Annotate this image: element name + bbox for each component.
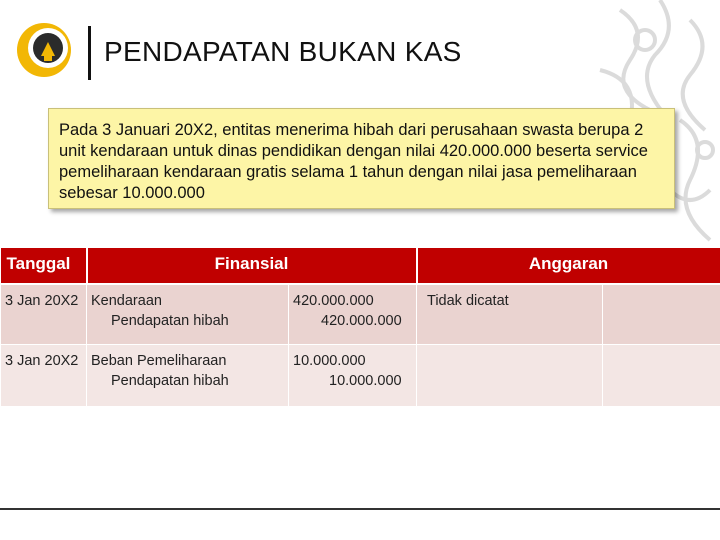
date-cell: 3 Jan 20X2 xyxy=(1,284,87,344)
date-cell: 3 Jan 20X2 xyxy=(1,344,87,406)
footer-divider xyxy=(0,508,720,510)
table-row xyxy=(1,284,720,344)
budget-amount-cell xyxy=(603,344,720,406)
debit-account: Beban Pemeliharaan xyxy=(91,352,227,369)
debit-amount: 10.000.000 xyxy=(293,352,366,369)
amount-cell xyxy=(289,284,417,344)
credit-account: Pendapatan hibah xyxy=(111,313,229,329)
table-header-row xyxy=(1,248,720,284)
journal-table xyxy=(0,248,720,407)
page-title: PENDAPATAN BUKAN KAS xyxy=(104,36,462,67)
table-row xyxy=(1,344,720,406)
account-cell xyxy=(87,344,289,406)
title-divider xyxy=(88,26,91,80)
budget-cell xyxy=(417,344,603,406)
account-cell xyxy=(87,284,289,344)
credit-account: Pendapatan hibah xyxy=(111,372,229,389)
debit-account: Kendaraan xyxy=(91,293,162,309)
university-logo-icon xyxy=(14,20,74,80)
header-finansial: Finansial xyxy=(87,248,417,284)
amount-cell xyxy=(289,344,417,406)
budget-cell: Tidak dicatat xyxy=(417,284,603,344)
credit-amount: 420.000.000 xyxy=(321,313,402,329)
header-tanggal: Tanggal xyxy=(1,248,87,284)
case-description-note: Pada 3 Januari 20X2, entitas menerima hibah dari perusahaan swasta berupa 2 unit kendaraan untuk dinas pendidikan dengan nilai 420.000.000 beserta service pemeliharaan kendaraan gratis selama 1 tahun dengan nilai jasa pemeliharaan sebesar 10.000.000 xyxy=(48,108,675,209)
header-anggaran: Anggaran xyxy=(417,248,720,284)
debit-amount: 420.000.000 xyxy=(293,293,374,309)
credit-amount: 10.000.000 xyxy=(329,372,402,389)
budget-amount-cell xyxy=(603,284,720,344)
